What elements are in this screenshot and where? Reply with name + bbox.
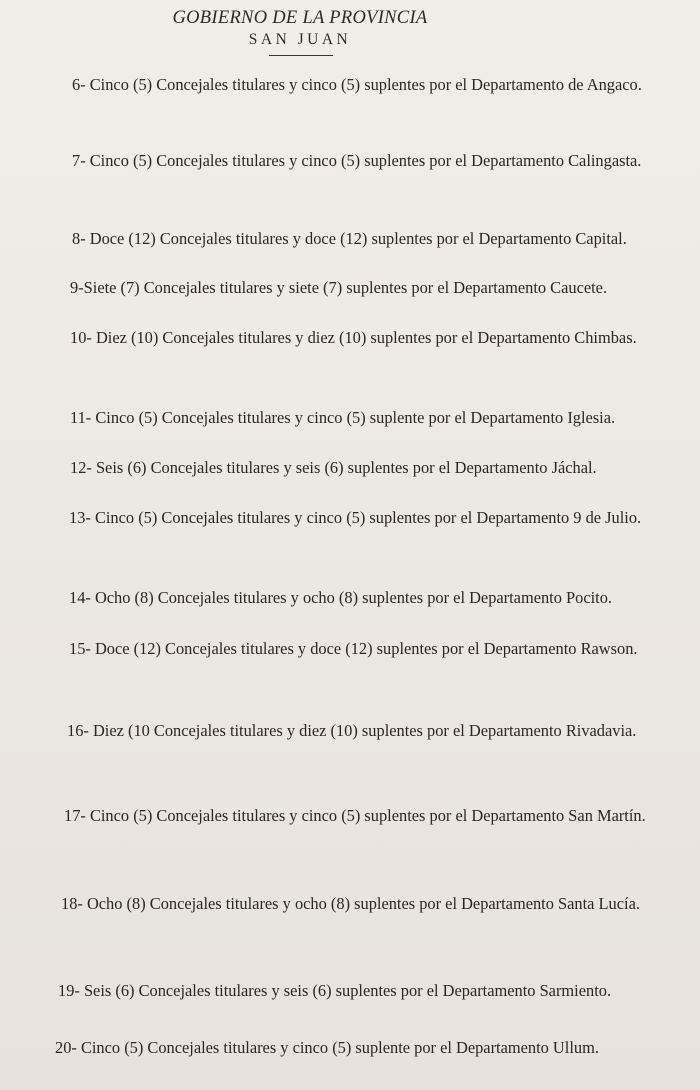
list-item-7: 7- Cinco (5) Concejales titulares y cinco (5) suplentes por el Departamento Calingasta.: [72, 151, 642, 170]
letterhead: [0, 7, 600, 51]
list-item-16: 16- Diez (10 Concejales titulares y diez (10) suplentes por el Departamento Rivadavia.: [67, 721, 637, 740]
list-item-8: 8- Doce (12) Concejales titulares y doce (12) suplentes por el Departamento Capital.: [72, 229, 627, 248]
list-item-6: 6- Cinco (5) Concejales titulares y cinco (5) suplentes por el Departamento de Angaco.: [72, 75, 642, 94]
list-item-20: 20- Cinco (5) Concejales titulares y cinco (5) suplente por el Departamento Ullum.: [55, 1038, 599, 1057]
list-item-10: 10- Diez (10) Concejales titulares y diez (10) suplentes por el Departamento Chimbas.: [70, 328, 637, 347]
government-heading: GOBIERNO DE LA PROVINCIA: [172, 8, 428, 28]
list-item-13: 13- Cinco (5) Concejales titulares y cinco (5) suplentes por el Departamento 9 de Julio.: [69, 508, 642, 527]
province-heading: SAN JUAN: [248, 31, 352, 48]
list-item-15: 15- Doce (12) Concejales titulares y doce (12) suplentes por el Departamento Rawson.: [69, 639, 638, 658]
list-item-19: 19- Seis (6) Concejales titulares y seis (6) suplentes por el Departamento Sarmiento.: [58, 981, 612, 1000]
list-item-14: 14- Ocho (8) Concejales titulares y ocho (8) suplentes por el Departamento Pocito.: [69, 588, 613, 607]
list-item-9: 9-Siete (7) Concejales titulares y siete (7) suplentes por el Departamento Caucete.: [70, 278, 608, 297]
list-item-12: 12- Seis (6) Concejales titulares y seis (6) suplentes por el Departamento Jáchal.: [70, 458, 597, 477]
list-item-11: 11- Cinco (5) Concejales titulares y cinco (5) suplente por el Departamento Iglesia.: [70, 408, 616, 427]
list-item-17: 17- Cinco (5) Concejales titulares y cinco (5) suplentes por el Departamento San Martín.: [64, 806, 646, 825]
list-item-18: 18- Ocho (8) Concejales titulares y ocho (8) suplentes por el Departamento Santa Lucía.: [61, 894, 640, 913]
heading-underline: [269, 55, 333, 56]
